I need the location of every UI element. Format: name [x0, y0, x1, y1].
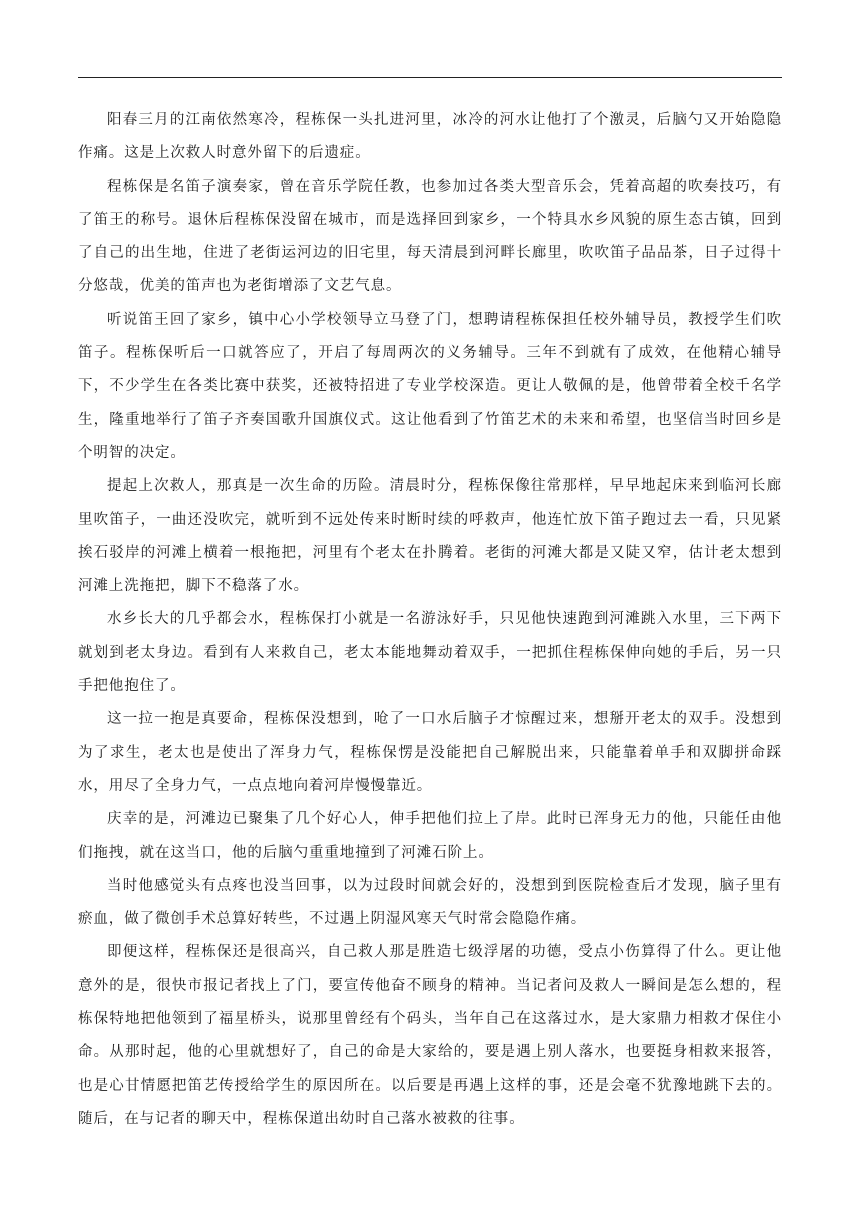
header-rule [78, 77, 782, 78]
paragraph-4: 提起上次救人，那真是一次生命的历险。清晨时分，程栋保像往常那样，早早地起床来到临河长廊里吹笛子，一曲还没吹完，就听到不远处传来时断时续的呼救声，他连忙放下笛子跑过去一看，只见紧挨石驳岸的河滩上横着一根拖把，河里有个老太在扑腾着。老街的河滩大都是又陡又窄，估计老太想到河滩上洗拖把，脚下不稳落了水。 [78, 478, 782, 595]
paragraph-7: 庆幸的是，河滩边已聚集了几个好心人，伸手把他们拉上了岸。此时已浑身无力的他，只能任由他们拖拽，就在这当口，他的后脑勺重重地撞到了河滩石阶上。 [78, 811, 782, 861]
paragraph-5: 水乡长大的几乎都会水，程栋保打小就是一名游泳好手，只见他快速跑到河滩跳入水里，三下两下就划到老太身边。看到有人来救自己，老太本能地舞动着双手，一把抓住程栋保伸向她的手后，另一只手把他抱住了。 [78, 611, 782, 695]
paragraph-1: 阳春三月的江南依然寒冷，程栋保一头扎进河里，冰冷的河水让他打了个激灵，后脑勺又开始隐隐作痛。这是上次救人时意外留下的后遗症。 [78, 112, 782, 162]
paragraph-3: 听说笛王回了家乡，镇中心小学校领导立马登了门，想聘请程栋保担任校外辅导员，教授学生们吹笛子。程栋保听后一口就答应了，开启了每周两次的义务辅导。三年不到就有了成效，在他精心辅导下，不少学生在各类比赛中获奖，还被特招进了专业学校深造。更让人敬佩的是，他曾带着全校千名学生，隆重地举行了笛子齐奏国歌升国旗仪式。这让他看到了竹笛艺术的未来和希望，也坚信当时回乡是个明智的决定。 [78, 311, 782, 461]
paragraph-6: 这一拉一抱是真要命，程栋保没想到，呛了一口水后脑子才惊醒过来，想掰开老太的双手。没想到为了求生，老太也是使出了浑身力气，程栋保愣是没能把自己解脱出来，只能靠着单手和双脚拼命踩水，用尽了全身力气，一点点地向着河岸慢慢靠近。 [78, 711, 782, 794]
paragraph-9: 即便这样，程栋保还是很高兴，自己救人那是胜造七级浮屠的功德，受点小伤算得了什么。更让他意外的是，很快市报记者找上了门，要宣传他奋不顾身的精神。当记者问及救人一瞬间是怎么想的，程栋保特地把他领到了福星桥头，说那里曾经有个码头，当年自己在这落过水，是大家鼎力相救才保住小命。从那时起，他的心里就想好了，自己的命是大家给的，要是遇上别人落水，也要挺身相救来报答，也是心甘情愿把笛艺传授给学生的原因所在。以后要是再遇上这样的事，还是会毫不犹豫地跳下去的。随后，在与记者的聊天中，程栋保道出幼时自己落水被救的往事。 [78, 944, 782, 1127]
paragraph-2: 程栋保是名笛子演奏家，曾在音乐学院任教，也参加过各类大型音乐会，凭着高超的吹奏技巧，有了笛王的称号。退休后程栋保没留在城市，而是选择回到家乡，一个特具水乡风貌的原生态古镇，回到了自己的出生地，住进了老街运河边的旧宅里，每天清晨到河畔长廊里，吹吹笛子品品茶，日子过得十分悠哉，优美的笛声也为老街增添了文艺气息。 [78, 178, 782, 295]
paragraph-8: 当时他感觉头有点疼也没当回事，以为过段时间就会好的，没想到到医院检查后才发现，脑子里有瘀血，做了微创手术总算好转些，不过遇上阴湿风寒天气时常会隐隐作痛。 [78, 877, 782, 928]
article-body [78, 104, 782, 1136]
